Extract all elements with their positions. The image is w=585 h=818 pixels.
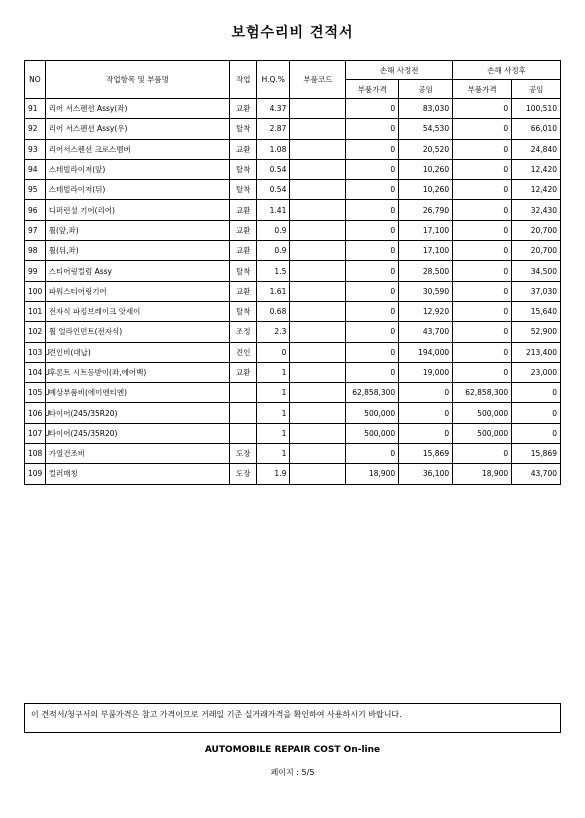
row-after-labor: 23,000 bbox=[512, 362, 561, 382]
row-part-code bbox=[290, 139, 346, 159]
row-after-part-price: 0 bbox=[453, 281, 512, 301]
row-hq: 1 bbox=[257, 383, 290, 403]
row-after-part-price: 0 bbox=[453, 200, 512, 220]
row-before-part-price: 500,000 bbox=[346, 403, 399, 423]
row-before-labor: 28,500 bbox=[399, 261, 453, 281]
row-after-labor: 15,640 bbox=[512, 301, 561, 321]
row-item: 후론트 시트등받이(좌,에어백) bbox=[45, 362, 230, 382]
row-part-code bbox=[290, 322, 346, 342]
row-item: 리어 서스펜션 Assy(우) bbox=[45, 119, 230, 139]
row-hq: 0.9 bbox=[257, 220, 290, 240]
row-before-part-price: 0 bbox=[346, 322, 399, 342]
row-work: 교환 bbox=[230, 281, 257, 301]
row-after-part-price: 0 bbox=[453, 261, 512, 281]
row-no-value: 106 bbox=[28, 408, 43, 418]
table-row bbox=[25, 139, 561, 159]
row-hq: 1.08 bbox=[257, 139, 290, 159]
row-work: 탈착 bbox=[230, 301, 257, 321]
row-part-code bbox=[290, 159, 346, 179]
row-after-labor: 20,700 bbox=[512, 241, 561, 261]
row-after-labor: 43,700 bbox=[512, 464, 561, 484]
row-work: 탈착 bbox=[230, 180, 257, 200]
row-item: 스티어링컬럼 Assy bbox=[45, 261, 230, 281]
price-notice: 이 견적서/청구서의 부품가격은 참고 가격이므로 거래일 기준 실거래가격을 확인하여 사용하시기 바랍니다. bbox=[24, 703, 561, 733]
table-row bbox=[25, 423, 561, 443]
row-work: 교환 bbox=[230, 220, 257, 240]
row-after-labor: 52,900 bbox=[512, 322, 561, 342]
row-part-code bbox=[290, 464, 346, 484]
row-work: 탈착 bbox=[230, 261, 257, 281]
row-before-labor: 12,920 bbox=[399, 301, 453, 321]
row-no-value: 98 bbox=[28, 246, 38, 256]
row-part-code bbox=[290, 342, 346, 362]
row-no bbox=[25, 322, 46, 342]
row-work: 교환 bbox=[230, 139, 257, 159]
row-after-labor: 37,030 bbox=[512, 281, 561, 301]
row-no-value: 105 bbox=[28, 388, 43, 398]
row-hq: 1 bbox=[257, 423, 290, 443]
row-work: 교환 bbox=[230, 99, 257, 119]
row-no-value: 96 bbox=[28, 205, 38, 215]
row-after-labor: 0 bbox=[512, 383, 561, 403]
page-number: 페이지 : 5/5 bbox=[270, 768, 315, 777]
row-u-flag: U bbox=[44, 347, 50, 357]
header-before-part-price: 부품가격 bbox=[346, 80, 399, 99]
row-no bbox=[25, 281, 46, 301]
row-work: 탈착 bbox=[230, 119, 257, 139]
row-no bbox=[25, 119, 46, 139]
row-no-value: 103 bbox=[28, 347, 43, 357]
row-part-code bbox=[290, 281, 346, 301]
row-no-value: 97 bbox=[28, 225, 38, 235]
header-part-code: 부품코드 bbox=[290, 61, 346, 99]
table-row bbox=[25, 464, 561, 484]
row-after-labor: 0 bbox=[512, 403, 561, 423]
row-hq: 1.61 bbox=[257, 281, 290, 301]
row-hq: 1.9 bbox=[257, 464, 290, 484]
row-hq: 2.87 bbox=[257, 119, 290, 139]
row-item: 리어 서스펜션 Assy(좌) bbox=[45, 99, 230, 119]
row-before-labor: 15,869 bbox=[399, 444, 453, 464]
header-before-adjustment: 손해 사정전 bbox=[346, 61, 453, 80]
row-before-labor: 36,100 bbox=[399, 464, 453, 484]
row-no bbox=[25, 139, 46, 159]
row-after-labor: 66,010 bbox=[512, 119, 561, 139]
row-before-labor: 0 bbox=[399, 423, 453, 443]
estimate-rows bbox=[25, 99, 561, 485]
row-before-labor: 54,530 bbox=[399, 119, 453, 139]
row-no-value: 99 bbox=[28, 266, 38, 276]
row-part-code bbox=[290, 362, 346, 382]
row-after-part-price: 0 bbox=[453, 241, 512, 261]
row-before-labor: 10,260 bbox=[399, 180, 453, 200]
header-after-labor: 공임 bbox=[512, 80, 561, 99]
row-item: 스테빌라이저(앞) bbox=[45, 159, 230, 179]
row-after-labor: 24,840 bbox=[512, 139, 561, 159]
row-part-code bbox=[290, 444, 346, 464]
row-hq: 1 bbox=[257, 362, 290, 382]
row-no bbox=[25, 241, 46, 261]
row-after-labor: 20,700 bbox=[512, 220, 561, 240]
table-row bbox=[25, 281, 561, 301]
row-after-part-price: 0 bbox=[453, 301, 512, 321]
table-row bbox=[25, 180, 561, 200]
row-before-part-price: 0 bbox=[346, 241, 399, 261]
row-part-code bbox=[290, 301, 346, 321]
row-before-part-price: 0 bbox=[346, 362, 399, 382]
row-part-code bbox=[290, 119, 346, 139]
row-work: 교환 bbox=[230, 362, 257, 382]
header-item: 작업항목 및 부품명 bbox=[45, 61, 230, 99]
row-work: 교환 bbox=[230, 200, 257, 220]
row-after-part-price: 500,000 bbox=[453, 403, 512, 423]
row-hq: 0.54 bbox=[257, 159, 290, 179]
row-after-part-price: 0 bbox=[453, 159, 512, 179]
row-no-value: 100 bbox=[28, 286, 43, 296]
row-after-part-price: 0 bbox=[453, 342, 512, 362]
row-work: 조정 bbox=[230, 322, 257, 342]
row-before-part-price: 0 bbox=[346, 139, 399, 159]
row-after-labor: 34,500 bbox=[512, 261, 561, 281]
row-no-value: 102 bbox=[28, 327, 43, 337]
row-no bbox=[25, 362, 50, 382]
row-no-value: 92 bbox=[28, 124, 38, 134]
row-work: 교환 bbox=[230, 241, 257, 261]
row-before-labor: 10,260 bbox=[399, 159, 453, 179]
header-after-part-price: 부품가격 bbox=[453, 80, 512, 99]
row-item: 예상부품비(에이엔티엔) bbox=[45, 383, 230, 403]
row-no bbox=[25, 261, 46, 281]
row-after-part-price: 0 bbox=[453, 220, 512, 240]
estimate-table bbox=[24, 60, 561, 485]
row-hq: 0.9 bbox=[257, 241, 290, 261]
row-work: 탈착 bbox=[230, 159, 257, 179]
row-after-part-price: 0 bbox=[453, 99, 512, 119]
row-before-part-price: 0 bbox=[346, 180, 399, 200]
row-no bbox=[25, 159, 46, 179]
row-before-part-price: 0 bbox=[346, 200, 399, 220]
row-after-labor: 100,510 bbox=[512, 99, 561, 119]
row-after-labor: 12,420 bbox=[512, 180, 561, 200]
row-work bbox=[230, 423, 257, 443]
row-item: 타이어(245/35R20) bbox=[45, 403, 230, 423]
row-before-labor: 20,520 bbox=[399, 139, 453, 159]
row-hq: 1.5 bbox=[257, 261, 290, 281]
table-row bbox=[25, 383, 561, 403]
row-before-part-price: 0 bbox=[346, 342, 399, 362]
row-u-flag: U bbox=[44, 408, 50, 418]
header-work: 작업 bbox=[230, 61, 257, 99]
row-before-labor: 194,000 bbox=[399, 342, 453, 362]
table-row bbox=[25, 444, 561, 464]
row-after-part-price: 18,900 bbox=[453, 464, 512, 484]
row-item: 스테빌라이저(뒤) bbox=[45, 180, 230, 200]
row-part-code bbox=[290, 241, 346, 261]
row-item: 파워스티어링기어 bbox=[45, 281, 230, 301]
row-item: 휠(뒤,좌) bbox=[45, 241, 230, 261]
row-after-labor: 213,400 bbox=[512, 342, 561, 362]
row-no bbox=[25, 220, 46, 240]
row-u-flag: U bbox=[44, 368, 50, 377]
table-row bbox=[25, 241, 561, 261]
row-no-value: 108 bbox=[28, 449, 43, 459]
row-no bbox=[25, 342, 50, 362]
table-row bbox=[25, 99, 561, 119]
row-work: 도장 bbox=[230, 444, 257, 464]
row-part-code bbox=[290, 99, 346, 119]
row-before-part-price: 62,858,300 bbox=[346, 383, 399, 403]
row-no-value: 107 bbox=[28, 428, 43, 438]
header-hq: H.Q.% bbox=[257, 61, 290, 99]
row-no-value: 104 bbox=[28, 368, 43, 377]
table-row bbox=[25, 220, 561, 240]
row-part-code bbox=[290, 200, 346, 220]
row-item: 휠 얼라인먼트(전자식) bbox=[45, 322, 230, 342]
row-item: 견인비(대납) bbox=[45, 342, 230, 362]
row-before-part-price: 0 bbox=[346, 261, 399, 281]
row-before-labor: 83,030 bbox=[399, 99, 453, 119]
row-after-part-price: 0 bbox=[453, 322, 512, 342]
table-row bbox=[25, 403, 561, 423]
row-hq: 1 bbox=[257, 444, 290, 464]
table-row bbox=[25, 119, 561, 139]
row-part-code bbox=[290, 220, 346, 240]
row-before-part-price: 0 bbox=[346, 301, 399, 321]
row-hq: 1 bbox=[257, 403, 290, 423]
row-part-code bbox=[290, 180, 346, 200]
header-no: NO bbox=[25, 61, 46, 99]
row-work: 견인 bbox=[230, 342, 257, 362]
footer-title: AUTOMOBILE REPAIR COST On-line bbox=[204, 745, 381, 755]
row-no-value: 91 bbox=[28, 104, 38, 114]
table-row bbox=[25, 362, 561, 382]
row-after-part-price: 0 bbox=[453, 139, 512, 159]
row-u-flag: U bbox=[44, 428, 50, 438]
row-hq: 1.41 bbox=[257, 200, 290, 220]
row-hq: 0.54 bbox=[257, 180, 290, 200]
row-after-part-price: 0 bbox=[453, 180, 512, 200]
row-no-value: 93 bbox=[28, 144, 38, 154]
row-item: 휠(앞,좌) bbox=[45, 220, 230, 240]
row-work bbox=[230, 383, 257, 403]
row-item: 타이어(245/35R20) bbox=[45, 423, 230, 443]
row-no bbox=[25, 180, 46, 200]
row-part-code bbox=[290, 423, 346, 443]
row-item: 가열건조비 bbox=[45, 444, 230, 464]
row-after-part-price: 62,858,300 bbox=[453, 383, 512, 403]
row-item: 리어서스펜션 크로스멤버 bbox=[45, 139, 230, 159]
row-no bbox=[25, 464, 46, 484]
row-after-part-price: 500,000 bbox=[453, 423, 512, 443]
row-before-labor: 43,700 bbox=[399, 322, 453, 342]
row-before-part-price: 0 bbox=[346, 119, 399, 139]
row-no-value: 109 bbox=[28, 469, 43, 479]
row-before-labor: 19,000 bbox=[399, 362, 453, 382]
row-hq: 0.68 bbox=[257, 301, 290, 321]
row-item: 컬러매칭 bbox=[45, 464, 230, 484]
row-hq: 4.37 bbox=[257, 99, 290, 119]
table-row bbox=[25, 342, 561, 362]
row-no-value: 95 bbox=[28, 185, 38, 195]
row-after-part-price: 0 bbox=[453, 119, 512, 139]
row-before-part-price: 0 bbox=[346, 99, 399, 119]
row-after-labor: 32,430 bbox=[512, 200, 561, 220]
row-after-part-price: 0 bbox=[453, 362, 512, 382]
header-after-adjustment: 손해 사정후 bbox=[453, 61, 561, 80]
row-after-part-price: 0 bbox=[453, 444, 512, 464]
row-no bbox=[25, 444, 46, 464]
row-after-labor: 15,869 bbox=[512, 444, 561, 464]
row-before-labor: 0 bbox=[399, 403, 453, 423]
row-no bbox=[25, 383, 50, 403]
table-row bbox=[25, 301, 561, 321]
table-row bbox=[25, 200, 561, 220]
table-row bbox=[25, 322, 561, 342]
row-after-labor: 12,420 bbox=[512, 159, 561, 179]
row-before-part-price: 0 bbox=[346, 159, 399, 179]
row-part-code bbox=[290, 403, 346, 423]
row-no-value: 94 bbox=[28, 165, 38, 175]
row-no-value: 101 bbox=[28, 307, 43, 317]
row-no bbox=[25, 200, 46, 220]
row-before-part-price: 18,900 bbox=[346, 464, 399, 484]
row-before-part-price: 500,000 bbox=[346, 423, 399, 443]
table-row bbox=[25, 159, 561, 179]
row-part-code bbox=[290, 383, 346, 403]
header-before-labor: 공임 bbox=[399, 80, 453, 99]
row-hq: 0 bbox=[257, 342, 290, 362]
table-row bbox=[25, 261, 561, 281]
document-title: 보험수리비 견적서 bbox=[231, 25, 354, 41]
row-before-labor: 26,790 bbox=[399, 200, 453, 220]
row-part-code bbox=[290, 261, 346, 281]
row-before-part-price: 0 bbox=[346, 220, 399, 240]
row-no bbox=[25, 423, 50, 443]
row-item: 디퍼런셜 기어(리어) bbox=[45, 200, 230, 220]
row-after-labor: 0 bbox=[512, 423, 561, 443]
row-u-flag: U bbox=[44, 388, 50, 398]
row-before-labor: 30,590 bbox=[399, 281, 453, 301]
row-before-part-price: 0 bbox=[346, 444, 399, 464]
row-work bbox=[230, 403, 257, 423]
row-no bbox=[25, 99, 46, 119]
row-before-part-price: 0 bbox=[346, 281, 399, 301]
row-no bbox=[25, 403, 50, 423]
row-hq: 2.3 bbox=[257, 322, 290, 342]
row-before-labor: 17,100 bbox=[399, 241, 453, 261]
row-before-labor: 0 bbox=[399, 383, 453, 403]
row-before-labor: 17,100 bbox=[399, 220, 453, 240]
row-work: 도장 bbox=[230, 464, 257, 484]
row-item: 전자식 파킹브레이크 앗세이 bbox=[45, 301, 230, 321]
row-no bbox=[25, 301, 46, 321]
